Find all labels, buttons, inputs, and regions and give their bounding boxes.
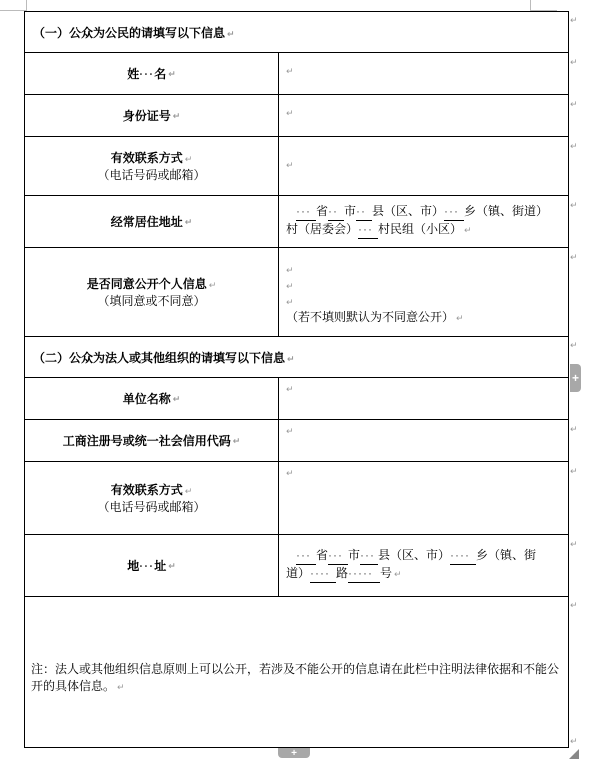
consent-label-text: 是否同意公开个人信息 — [86, 276, 207, 291]
paragraph-mark-icon: ↵ — [232, 435, 241, 446]
county-text: 县（区、市） — [372, 204, 445, 218]
space-dots: ··· — [139, 66, 155, 81]
citizen-address-label — [25, 196, 278, 247]
section-citizen-title — [33, 24, 235, 41]
name-label-part1: 姓 — [127, 66, 140, 81]
paragraph-mark-icon: ↵ — [168, 68, 176, 79]
org-province-text: 省 — [316, 548, 329, 562]
org-road-text: 路 — [336, 566, 349, 580]
org-reg-label — [25, 420, 278, 461]
crop-mark-top-left — [0, 0, 27, 11]
paragraph-mark-icon: ↵ — [227, 29, 235, 39]
org-township-text: 乡（镇、街 — [476, 548, 537, 562]
resize-icon — [569, 749, 579, 759]
org-contact-field[interactable]: ↵ — [286, 468, 294, 478]
consent-note-text: （若不填则默认为不同意公开） — [286, 310, 455, 324]
paragraph-mark-icon: ↵ — [172, 393, 181, 404]
citizen-address-field[interactable]: ··· 省·· 市·· 县（区、市）··· 乡（镇、街道） 村（居委会）··· 村民组（小区） ↵ — [286, 203, 548, 239]
table-resize-handle[interactable] — [569, 748, 579, 758]
citizen-id-label — [25, 95, 278, 136]
id-label-text: 身份证号 — [122, 108, 171, 123]
org-contact-label — [25, 462, 278, 534]
row-end-marks: ↵ ↵ ↵ ↵ ↵ ↵ ↵ ↵ ↵ ↵ ↵ ↵ — [570, 15, 578, 746]
citizen-consent-label — [25, 248, 278, 336]
citizen-id-field[interactable]: ↵ — [286, 108, 294, 118]
group-text: 村民组（小区） — [378, 222, 463, 236]
org-county-text: 县（区、市） — [378, 548, 451, 562]
org-contact-sub-text: （电话号码或邮箱） — [97, 499, 206, 514]
city-text: 市 — [344, 204, 357, 218]
org-address-label — [25, 535, 278, 596]
crop-mark-top-right — [530, 0, 557, 11]
paragraph-mark-icon: ↵ — [464, 225, 472, 235]
address-label-text: 经常居住地址 — [110, 214, 183, 229]
org-street-text: 道） — [286, 566, 311, 580]
space-dots: ··· — [139, 558, 155, 573]
org-unit-field[interactable]: ↵ — [286, 384, 294, 394]
note-block — [31, 661, 563, 696]
section-org-title-text: （二）公众为法人或其他组织的请填写以下信息 — [33, 351, 286, 365]
org-number-text: 号 — [380, 566, 393, 580]
paragraph-mark-icon: ↵ — [394, 569, 402, 579]
name-label-part2: 名 — [154, 66, 167, 81]
paragraph-mark-icon: ↵ — [184, 216, 193, 227]
insert-row-button[interactable] — [570, 364, 581, 392]
contact-sub-text: （电话号码或邮箱） — [97, 167, 206, 182]
note-text: 注：法人或其他组织信息原则上可以公开，若涉及不能公开的信息请在此栏中注明法律依据和不能公开的具体信息。 — [31, 662, 560, 693]
unit-label-text: 单位名称 — [122, 391, 171, 406]
plus-icon: + — [571, 371, 579, 385]
province-text: 省 — [316, 204, 329, 218]
section-org-title — [33, 349, 295, 366]
paragraph-mark-icon: ↵ — [456, 313, 464, 323]
insert-column-button[interactable] — [278, 748, 310, 758]
org-city-text: 市 — [348, 548, 361, 562]
citizen-consent-field[interactable]: ↵ ↵ ↵ — [286, 265, 294, 307]
org-reg-field[interactable]: ↵ — [286, 426, 294, 436]
section-citizen-title-text: （一）公众为公民的请填写以下信息 — [33, 26, 226, 40]
paragraph-mark-icon: ↵ — [184, 153, 193, 164]
plus-icon: + — [291, 747, 297, 759]
paragraph-mark-icon: ↵ — [172, 110, 181, 121]
citizen-name-label — [25, 53, 278, 94]
consent-note — [286, 308, 464, 325]
paragraph-mark-icon: ↵ — [208, 279, 217, 290]
org-address-label-part1: 地 — [127, 558, 140, 573]
township-text: 乡（镇、街道） — [464, 204, 549, 218]
paragraph-mark-icon: ↵ — [184, 485, 193, 496]
paragraph-mark-icon: ↵ — [117, 682, 125, 692]
org-unit-label — [25, 378, 278, 419]
citizen-name-field[interactable]: ↵ — [286, 66, 294, 76]
citizen-contact-field[interactable]: ↵ — [286, 160, 294, 170]
org-address-label-part2: 址 — [154, 558, 167, 573]
paragraph-mark-icon: ↵ — [168, 560, 176, 571]
consent-sub-text: （填同意或不同意） — [97, 293, 206, 308]
village-text: 村（居委会） — [286, 222, 359, 236]
reg-label-text: 工商注册号或统一社会信用代码 — [62, 433, 231, 448]
contact-label-text: 有效联系方式 — [110, 150, 183, 165]
org-contact-label-text: 有效联系方式 — [110, 482, 183, 497]
org-address-field[interactable]: ··· 省··· 市··· 县（区、市）···· 乡（镇、街 道）···· 路····· 号 ↵ — [286, 547, 536, 583]
citizen-contact-label — [25, 137, 278, 195]
paragraph-mark-icon: ↵ — [287, 354, 295, 364]
